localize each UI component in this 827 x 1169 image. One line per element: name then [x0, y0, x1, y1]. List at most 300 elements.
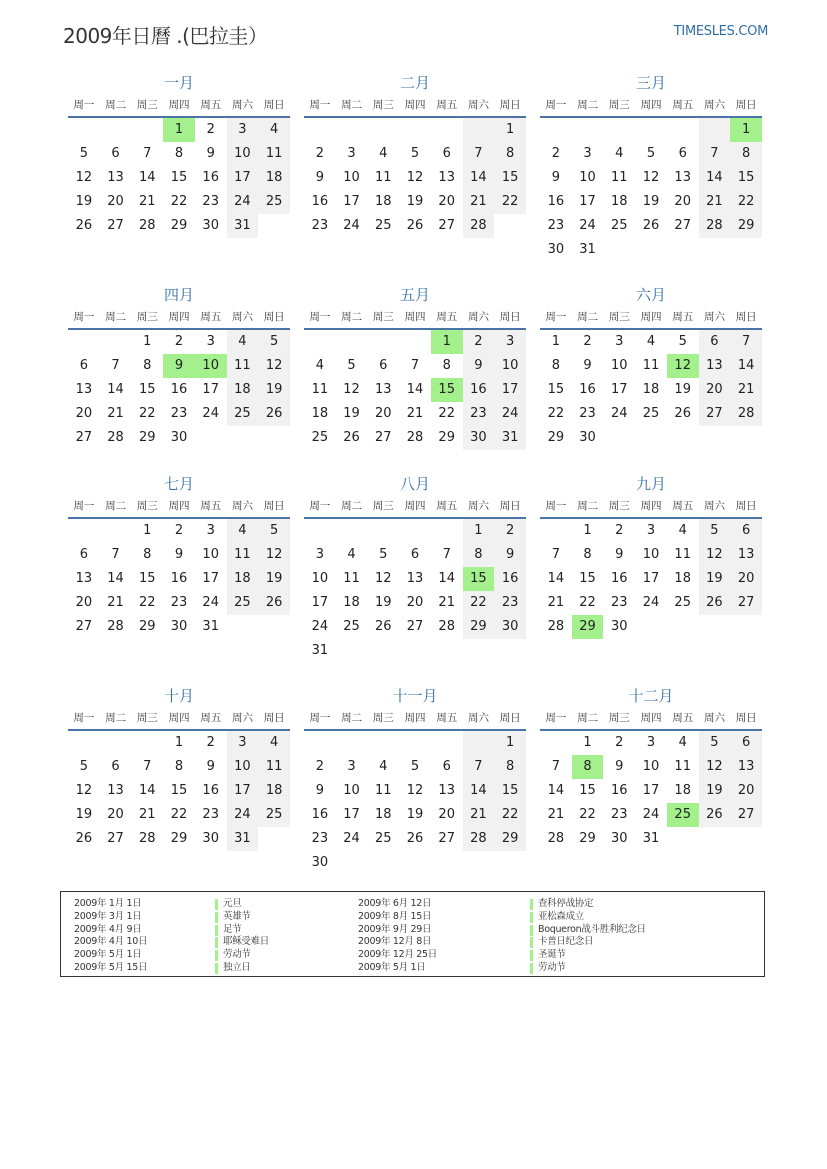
day-cell: 19 — [642, 194, 660, 209]
day-grid — [540, 731, 762, 851]
day-cell: 6 — [442, 759, 451, 774]
day-cell: 3 — [494, 330, 526, 354]
day-cell: 18 — [258, 779, 290, 803]
day-cell: 3 — [646, 523, 656, 538]
empty-cell — [635, 118, 667, 142]
day-cell: 30 — [463, 426, 495, 450]
month-block — [68, 473, 290, 639]
empty-cell — [367, 118, 399, 142]
day-cell: 25 — [343, 619, 360, 634]
day-cell: 7 — [730, 330, 762, 354]
day-cell: 21 — [463, 803, 495, 827]
day-cell: 21 — [406, 406, 424, 421]
day-cell: 14 — [463, 166, 495, 190]
weekday-label: 周四 — [404, 500, 426, 512]
month-block — [304, 685, 526, 875]
weekday-label: 周六 — [467, 712, 489, 724]
day-cell: 25 — [311, 430, 329, 445]
day-grid — [304, 330, 526, 450]
day-cell: 30 — [547, 242, 565, 257]
day-cell: 29 — [139, 619, 156, 634]
day-cell: 31 — [227, 827, 259, 851]
day-cell: 20 — [730, 567, 762, 591]
weekday-label: 周日 — [735, 311, 757, 323]
day-grid — [540, 519, 762, 639]
day-cell: 20 — [375, 406, 392, 421]
day-cell: 6 — [410, 547, 420, 562]
day-cell: 29 — [139, 430, 156, 445]
empty-cell — [304, 330, 336, 354]
weekday-label: 周日 — [735, 712, 757, 724]
day-cell: 29 — [730, 214, 762, 238]
day-cell: 5 — [258, 519, 290, 543]
weekday-label: 周三 — [608, 712, 630, 724]
day-cell: 5 — [258, 330, 290, 354]
day-cell: 30 — [494, 615, 526, 639]
weekday-label: 周日 — [499, 712, 521, 724]
day-cell: 17 — [642, 571, 660, 586]
day-cell: 27 — [107, 831, 124, 846]
day-cell: 1 — [494, 118, 526, 142]
weekday-label: 周一 — [309, 500, 331, 512]
weekday-label: 周一 — [73, 311, 95, 323]
holiday-day-cell: 25 — [667, 803, 699, 827]
empty-cell — [304, 519, 336, 543]
day-cell: 13 — [107, 170, 124, 185]
day-cell: 10 — [611, 358, 628, 373]
day-cell: 12 — [406, 783, 424, 798]
day-grid — [540, 118, 762, 262]
day-cell: 11 — [375, 783, 392, 798]
day-cell: 26 — [406, 218, 424, 233]
weekday-label: 周二 — [341, 500, 363, 512]
holiday-name: 亚松森成立 — [530, 911, 646, 924]
day-cell: 28 — [139, 218, 156, 233]
day-cell: 15 — [494, 779, 526, 803]
day-cell: 21 — [107, 406, 124, 421]
empty-cell — [667, 118, 699, 142]
day-cell: 27 — [438, 218, 455, 233]
weekday-label: 周三 — [372, 500, 394, 512]
month-name: 一月 — [163, 74, 194, 92]
weekday-label: 周二 — [577, 311, 599, 323]
day-cell: 12 — [699, 755, 731, 779]
day-cell: 22 — [463, 591, 495, 615]
day-cell: 26 — [406, 831, 424, 846]
day-cell: 26 — [75, 831, 93, 846]
day-cell: 20 — [406, 595, 424, 610]
page-title: 2009年日曆 .(巴拉圭） — [63, 24, 268, 48]
weekday-label: 周日 — [499, 311, 521, 323]
day-cell: 16 — [463, 378, 495, 402]
holiday-date: 2009年 5月 1日 — [358, 961, 426, 973]
day-cell: 19 — [406, 807, 424, 822]
day-cell: 17 — [611, 382, 628, 397]
day-cell: 14 — [139, 783, 156, 798]
day-cell: 17 — [311, 595, 329, 610]
weekday-label: 周日 — [499, 500, 521, 512]
day-cell: 9 — [615, 759, 624, 774]
weekday-label: 周四 — [168, 500, 190, 512]
day-cell: 14 — [463, 779, 495, 803]
day-cell: 15 — [579, 783, 596, 798]
weekday-label: 周四 — [640, 712, 662, 724]
empty-cell — [399, 330, 431, 354]
day-cell: 11 — [642, 358, 660, 373]
weekday-label: 周六 — [703, 311, 725, 323]
legend-dates-col2 — [358, 898, 437, 975]
month-name: 十一月 — [392, 687, 438, 705]
day-cell: 25 — [227, 591, 259, 615]
day-cell: 28 — [406, 430, 424, 445]
day-cell: 17 — [227, 166, 259, 190]
day-cell: 5 — [410, 146, 420, 161]
month-block — [68, 284, 290, 450]
day-cell: 8 — [551, 358, 560, 373]
day-cell: 28 — [139, 831, 156, 846]
day-cell: 26 — [699, 591, 731, 615]
weekday-label: 周三 — [372, 311, 394, 323]
day-cell: 8 — [463, 543, 495, 567]
day-cell: 10 — [311, 571, 329, 586]
day-cell: 24 — [311, 619, 329, 634]
day-cell: 29 — [463, 615, 495, 639]
day-cell: 29 — [547, 430, 565, 445]
day-cell: 20 — [699, 378, 731, 402]
day-cell: 16 — [611, 571, 628, 586]
day-cell: 19 — [699, 567, 731, 591]
weekday-header — [540, 495, 762, 519]
holiday-day-cell: 15 — [431, 378, 463, 402]
site-link[interactable]: TIMESLES.COM — [673, 24, 768, 39]
weekday-label: 周三 — [136, 712, 158, 724]
empty-cell — [540, 519, 572, 543]
day-cell: 25 — [258, 803, 290, 827]
day-cell: 12 — [699, 543, 731, 567]
day-cell: 27 — [75, 430, 93, 445]
empty-cell — [100, 118, 132, 142]
day-cell: 24 — [642, 807, 660, 822]
month-block — [68, 685, 290, 851]
day-cell: 2 — [174, 334, 184, 349]
day-cell: 18 — [375, 194, 392, 209]
weekday-label: 周一 — [73, 712, 95, 724]
day-cell: 13 — [406, 571, 424, 586]
day-cell: 10 — [494, 354, 526, 378]
holiday-day-cell: 1 — [431, 330, 463, 354]
day-cell: 23 — [611, 595, 628, 610]
weekday-label: 周二 — [341, 99, 363, 111]
day-cell: 20 — [438, 194, 455, 209]
day-cell: 22 — [438, 406, 455, 421]
weekday-label: 周四 — [168, 311, 190, 323]
holiday-date: 2009年 8月 15日 — [358, 910, 432, 922]
weekday-label: 周日 — [263, 712, 285, 724]
day-cell: 8 — [442, 358, 451, 373]
day-cell: 4 — [379, 146, 388, 161]
day-cell: 10 — [227, 142, 259, 166]
day-cell: 2 — [206, 122, 215, 137]
day-cell: 3 — [206, 334, 215, 349]
day-cell: 14 — [139, 170, 156, 185]
weekday-label: 周三 — [372, 99, 394, 111]
day-cell: 21 — [438, 595, 455, 610]
day-cell: 17 — [202, 382, 219, 397]
day-cell: 9 — [206, 759, 215, 774]
day-cell: 23 — [202, 194, 219, 209]
day-cell: 8 — [143, 358, 152, 373]
day-cell: 22 — [170, 807, 188, 822]
day-cell: 22 — [139, 406, 156, 421]
day-cell: 25 — [642, 406, 660, 421]
day-cell: 8 — [494, 755, 526, 779]
day-cell: 12 — [406, 170, 424, 185]
day-cell: 29 — [170, 218, 188, 233]
day-cell: 8 — [174, 146, 184, 161]
day-cell: 10 — [343, 783, 360, 798]
day-cell: 20 — [75, 406, 93, 421]
weekday-label: 周六 — [467, 500, 489, 512]
weekday-label: 周五 — [200, 99, 222, 111]
day-cell: 9 — [315, 170, 324, 185]
holiday-day-cell: 10 — [195, 354, 227, 378]
day-cell: 31 — [579, 242, 596, 257]
weekday-label: 周四 — [640, 500, 662, 512]
empty-cell — [399, 118, 431, 142]
day-cell: 15 — [547, 382, 565, 397]
weekday-header — [68, 707, 290, 731]
day-cell: 6 — [678, 146, 687, 161]
day-cell: 26 — [258, 591, 290, 615]
holiday-date: 2009年 5月 15日 — [74, 961, 148, 973]
weekday-label: 周一 — [73, 99, 95, 111]
day-cell: 24 — [611, 406, 628, 421]
legend-dates-col1 — [74, 898, 147, 975]
day-cell: 14 — [547, 571, 565, 586]
empty-cell — [431, 118, 463, 142]
day-cell: 22 — [547, 406, 565, 421]
day-cell: 8 — [143, 547, 152, 562]
holiday-date: 2009年 12月 25日 — [358, 949, 437, 961]
day-grid — [68, 118, 290, 238]
weekday-label: 周三 — [136, 500, 158, 512]
day-cell: 25 — [258, 190, 290, 214]
weekday-label: 周六 — [231, 500, 253, 512]
day-cell: 11 — [611, 170, 628, 185]
day-cell: 5 — [699, 731, 731, 755]
day-cell: 18 — [674, 783, 691, 798]
holiday-day-cell: 9 — [163, 354, 195, 378]
day-cell: 10 — [343, 170, 360, 185]
day-cell: 12 — [75, 170, 93, 185]
day-cell: 16 — [170, 571, 188, 586]
day-cell: 22 — [730, 190, 762, 214]
day-cell: 21 — [547, 595, 565, 610]
day-cell: 24 — [343, 218, 360, 233]
day-cell: 13 — [75, 382, 93, 397]
day-cell: 2 — [494, 519, 526, 543]
day-cell: 30 — [170, 619, 188, 634]
weekday-label: 周四 — [168, 99, 190, 111]
day-cell: 21 — [547, 807, 565, 822]
day-cell: 29 — [494, 827, 526, 851]
day-cell: 6 — [111, 146, 120, 161]
day-cell: 1 — [551, 334, 560, 349]
day-cell: 7 — [111, 358, 120, 373]
empty-cell — [336, 519, 368, 543]
weekday-header — [68, 306, 290, 330]
day-cell: 14 — [547, 783, 565, 798]
day-cell: 19 — [75, 194, 93, 209]
holiday-date: 2009年 1月 1日 — [74, 898, 142, 909]
day-cell: 1 — [583, 523, 592, 538]
day-grid — [304, 731, 526, 875]
holiday-day-cell: 8 — [572, 755, 604, 779]
day-cell: 1 — [463, 519, 495, 543]
day-cell: 9 — [583, 358, 592, 373]
weekday-header — [68, 94, 290, 118]
day-cell: 20 — [438, 807, 455, 822]
day-cell: 19 — [258, 567, 290, 591]
day-cell: 6 — [699, 330, 731, 354]
day-cell: 28 — [547, 831, 565, 846]
day-cell: 11 — [258, 142, 290, 166]
weekday-label: 周五 — [436, 712, 458, 724]
holiday-name: 劳动节 — [215, 949, 269, 962]
day-cell: 7 — [442, 547, 451, 562]
empty-cell — [367, 330, 399, 354]
day-cell: 16 — [202, 170, 219, 185]
day-cell: 26 — [375, 619, 392, 634]
day-cell: 31 — [642, 831, 660, 846]
day-cell: 23 — [170, 406, 188, 421]
weekday-label: 周三 — [372, 712, 394, 724]
day-cell: 28 — [438, 619, 455, 634]
month-name: 二月 — [399, 74, 430, 92]
day-cell: 23 — [579, 406, 596, 421]
day-cell: 7 — [410, 358, 420, 373]
day-cell: 27 — [699, 402, 731, 426]
day-cell: 19 — [406, 194, 424, 209]
weekday-label: 周四 — [640, 311, 662, 323]
day-cell: 9 — [615, 547, 624, 562]
holiday-name: 查科停战协定 — [530, 898, 646, 911]
day-cell: 10 — [227, 755, 259, 779]
weekday-label: 周五 — [672, 311, 694, 323]
day-cell: 1 — [174, 735, 184, 750]
day-cell: 22 — [139, 595, 156, 610]
day-cell: 17 — [202, 571, 219, 586]
weekday-label: 周三 — [136, 99, 158, 111]
day-cell: 12 — [642, 170, 660, 185]
day-cell: 9 — [206, 146, 215, 161]
day-cell: 18 — [642, 382, 660, 397]
day-cell: 9 — [315, 783, 324, 798]
empty-cell — [399, 731, 431, 755]
day-cell: 7 — [463, 755, 495, 779]
day-cell: 13 — [699, 354, 731, 378]
weekday-header — [304, 707, 526, 731]
day-cell: 13 — [375, 382, 392, 397]
day-cell: 23 — [547, 218, 565, 233]
day-cell: 26 — [699, 803, 731, 827]
day-cell: 14 — [699, 166, 731, 190]
weekday-header — [540, 94, 762, 118]
month-block — [68, 72, 290, 238]
day-cell: 28 — [107, 619, 124, 634]
empty-cell — [367, 519, 399, 543]
day-cell: 2 — [615, 523, 624, 538]
day-cell: 4 — [379, 759, 388, 774]
day-cell: 10 — [642, 547, 660, 562]
day-cell: 23 — [463, 402, 495, 426]
day-cell: 23 — [311, 218, 329, 233]
day-cell: 31 — [494, 426, 526, 450]
day-cell: 7 — [699, 142, 731, 166]
holiday-date: 2009年 3月 1日 — [74, 910, 142, 922]
day-cell: 23 — [311, 831, 329, 846]
day-cell: 16 — [579, 382, 596, 397]
day-cell: 3 — [615, 334, 624, 349]
day-grid — [304, 519, 526, 663]
day-cell: 11 — [227, 543, 259, 567]
empty-cell — [68, 330, 100, 354]
weekday-label: 周日 — [263, 500, 285, 512]
holiday-name: 圣诞节 — [530, 949, 646, 962]
day-cell: 6 — [79, 358, 88, 373]
day-cell: 25 — [375, 831, 392, 846]
day-cell: 4 — [227, 330, 259, 354]
empty-cell — [68, 519, 100, 543]
day-cell: 22 — [579, 595, 596, 610]
holiday-name: 元旦 — [215, 898, 269, 911]
day-cell: 1 — [143, 523, 152, 538]
day-cell: 18 — [258, 166, 290, 190]
holiday-date: 2009年 9月 29日 — [358, 923, 432, 935]
month-block — [304, 72, 526, 238]
empty-cell — [336, 330, 368, 354]
day-cell: 23 — [170, 595, 188, 610]
day-cell: 27 — [730, 803, 762, 827]
day-cell: 24 — [227, 190, 259, 214]
weekday-header — [304, 306, 526, 330]
holiday-date: 2009年 5月 1日 — [74, 949, 142, 961]
day-cell: 14 — [107, 382, 124, 397]
day-cell: 1 — [494, 731, 526, 755]
day-cell: 4 — [678, 735, 687, 750]
weekday-label: 周五 — [436, 500, 458, 512]
month-block — [540, 685, 762, 851]
month-block — [540, 284, 762, 450]
day-cell: 8 — [174, 759, 184, 774]
weekday-label: 周五 — [672, 500, 694, 512]
weekday-label: 周二 — [341, 311, 363, 323]
empty-cell — [100, 731, 132, 755]
day-cell: 24 — [202, 595, 219, 610]
weekday-label: 周二 — [105, 712, 127, 724]
day-cell: 17 — [343, 194, 360, 209]
day-cell: 17 — [579, 194, 596, 209]
day-cell: 18 — [375, 807, 392, 822]
empty-cell — [540, 118, 572, 142]
month-name: 十月 — [163, 687, 194, 705]
day-cell: 13 — [730, 755, 762, 779]
day-cell: 14 — [438, 571, 455, 586]
day-cell: 18 — [343, 595, 360, 610]
weekday-label: 周二 — [577, 712, 599, 724]
day-cell: 6 — [442, 146, 451, 161]
weekday-label: 周一 — [545, 99, 567, 111]
